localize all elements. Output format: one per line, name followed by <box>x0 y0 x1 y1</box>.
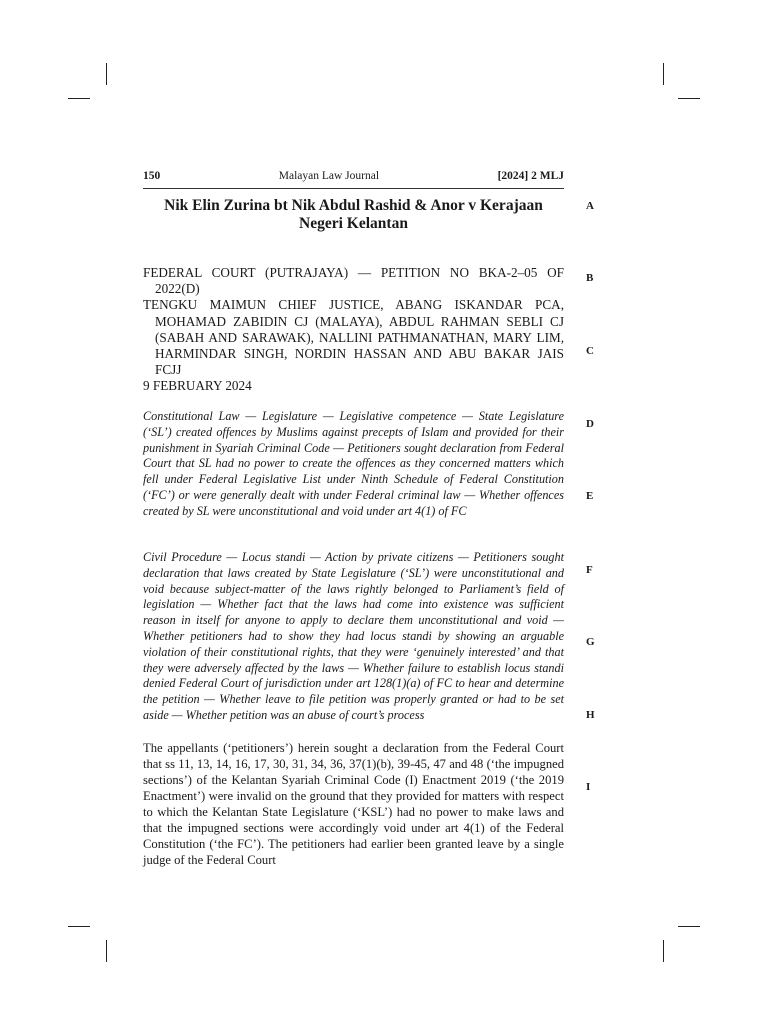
catchwords-civil-procedure: Civil Procedure — Locus standi — Action by private citizens — Petitioners sought declaration that laws created by State Legislature (‘SL’) were unconstitutional and void because subject-matter of the laws rightly belonged to Parliament’s field of legislation — Whether fact that the laws had come into existence was sufficient reason in itself for anyone to apply to declare them unconstitutional and void — Whether petitioners had to show they had locus standi by showing an arguable violation of their constitutional rights, that they were ‘genuinely interested’ and that they were adversely affected by the laws — Whether failure to establish locus standi denied Federal Court of jurisdiction under art 128(1)(a) of FC to hear and determine the petition — Whether leave to file petition was properly granted or had to be set aside — Whether petition was an abuse of court’s process <box>143 550 564 722</box>
margin-marker-d: D <box>586 418 594 430</box>
crop-mark-bottom-left-vertical <box>106 940 107 962</box>
margin-marker-g: G <box>586 636 595 648</box>
margin-marker-f: F <box>586 564 593 576</box>
court-petition-line: FEDERAL COURT (PUTRAJAYA) — PETITION NO BKA-2–05 OF 2022(D) <box>143 265 564 297</box>
margin-marker-h: H <box>586 709 595 721</box>
margin-marker-e: E <box>586 490 594 502</box>
margin-marker-a: A <box>586 200 594 212</box>
catchwords-constitutional-law: Constitutional Law — Legislature — Legislative competence — State Legislature (‘SL’) created offences by Muslims against precepts of Islam and provided for their punishment in Syariah Criminal Code — Petitioners sought declaration from Federal Court that SL had no power to create the offences as they concerned matters which fell under Federal Legislative List under Ninth Schedule of Federal Constitution (‘FC’) or were generally dealt with under Federal criminal law — Whether offences created by SL were unconstitutional and void under art 4(1) of FC <box>143 409 564 518</box>
crop-mark-top-left-vertical <box>106 63 107 85</box>
margin-marker-b: B <box>586 272 594 284</box>
margin-marker-i: I <box>586 781 591 793</box>
margin-marker-c: C <box>586 345 594 357</box>
crop-mark-bottom-right-vertical <box>663 940 664 962</box>
page-number: 150 <box>143 170 161 182</box>
crop-mark-bottom-left-horizontal <box>68 926 90 927</box>
case-title: Nik Elin Zurina bt Nik Abdul Rashid & Anor v Kerajaan Negeri Kelantan <box>164 197 543 232</box>
citation: [2024] 2 MLJ <box>497 170 564 182</box>
crop-mark-top-right-vertical <box>663 63 664 85</box>
crop-mark-bottom-right-horizontal <box>678 926 700 927</box>
court-date-line: 9 FEBRUARY 2024 <box>143 378 252 394</box>
header-rule <box>143 188 564 189</box>
headnote-paragraph: The appellants (‘petitioners’) herein sought a declaration from the Federal Court that ss 11, 13, 14, 16, 17, 30, 31, 34, 36, 37(1)(b), 39-45, 47 and 48 (‘the impugned sections’) of the Kelantan Syariah Criminal Code (I) Enactment 2019 (‘the 2019 Enactment’) were invalid on the ground that they provided for matters with respect to which the Kelantan State Legislature (‘KSL’) had no power to make laws and that the impugned sections were accordingly void under art 4(1) of the Federal Constitution (‘the FC’). The petitioners had earlier been granted leave by a single judge of the Federal Court <box>143 741 564 867</box>
court-details <box>143 265 564 395</box>
running-header <box>143 170 564 186</box>
journal-name: Malayan Law Journal <box>278 170 380 182</box>
crop-mark-top-right-horizontal <box>678 98 700 99</box>
court-judges-line: TENGKU MAIMUN CHIEF JUSTICE, ABANG ISKANDAR PCA, MOHAMAD ZABIDIN CJ (MALAYA), ABDUL RAHMAN SEBLI CJ (SABAH AND SARAWAK), NALLINI PATHMANATHAN, MARY LIM, HARMINDAR SINGH, NORDIN HASSAN AND ABU BAKAR JAIS FCJJ <box>143 297 564 378</box>
crop-mark-top-left-horizontal <box>68 98 90 99</box>
